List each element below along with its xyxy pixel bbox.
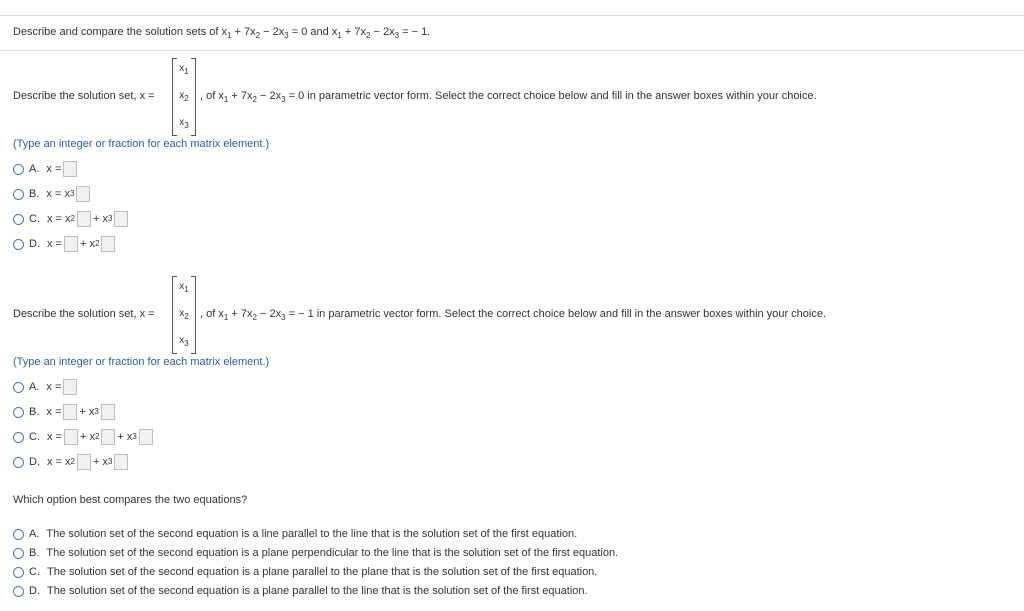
part2-choice-b[interactable]: B. x = + x 3 bbox=[13, 404, 117, 420]
radio-icon[interactable] bbox=[13, 567, 24, 578]
radio-icon[interactable] bbox=[13, 239, 24, 250]
answer-box[interactable] bbox=[64, 429, 78, 445]
matrix-x3: $x_3$ bbox=[179, 335, 189, 348]
part2-choice-c[interactable]: C. x = + x 2 + x 3 bbox=[13, 429, 155, 445]
radio-icon[interactable] bbox=[13, 164, 24, 175]
header-divider bbox=[0, 50, 1024, 51]
part1-choice-c[interactable]: C. x = x 2 + x 3 bbox=[13, 211, 130, 227]
radio-icon[interactable] bbox=[13, 189, 24, 200]
answer-box[interactable] bbox=[101, 429, 115, 445]
radio-icon[interactable] bbox=[13, 586, 24, 597]
part1-choice-d[interactable]: D. x = + x 2 bbox=[13, 236, 117, 252]
matrix-x3: $x_3$ bbox=[179, 117, 189, 130]
answer-box[interactable] bbox=[114, 454, 128, 470]
radio-icon[interactable] bbox=[13, 529, 24, 540]
compare-option-c[interactable]: C. The solution set of the second equation is a plane parallel to the plane that is the solution set of the first equation. bbox=[13, 564, 597, 580]
radio-icon[interactable] bbox=[13, 214, 24, 225]
answer-box[interactable] bbox=[64, 236, 78, 252]
compare-option-a[interactable]: A. The solution set of the second equation is a line parallel to the line that is the solution set of the first equation. bbox=[13, 526, 577, 542]
compare-question: Which option best compares the two equations? bbox=[13, 494, 248, 506]
answer-box[interactable] bbox=[101, 404, 115, 420]
part2-hint: (Type an integer or fraction for each matrix element.) bbox=[13, 356, 270, 368]
matrix-right-bracket bbox=[191, 276, 196, 354]
part2-choice-d[interactable]: D. x = x 2 + x 3 bbox=[13, 454, 130, 470]
part1-choice-b[interactable]: B. x = x 3 bbox=[13, 186, 92, 202]
part1-matrix bbox=[172, 58, 196, 134]
matrix-right-bracket bbox=[191, 58, 196, 136]
radio-icon[interactable] bbox=[13, 382, 24, 393]
answer-box[interactable] bbox=[77, 454, 91, 470]
answer-box[interactable] bbox=[139, 429, 153, 445]
question-text: Describe and compare the solution sets of $x_1 + 7x_2 - 2x_3 = 0$ and $x_1 + 7x_2 - 2x_3$ = − 1. bbox=[13, 26, 431, 40]
answer-box[interactable] bbox=[76, 186, 90, 202]
option-text: The solution set of the second equation is a line parallel to the line that is the solution set of the first equation. bbox=[46, 528, 578, 540]
answer-box[interactable] bbox=[63, 379, 77, 395]
answer-box[interactable] bbox=[63, 161, 77, 177]
radio-icon[interactable] bbox=[13, 548, 24, 559]
part2-choice-a[interactable]: A. x = bbox=[13, 379, 79, 395]
matrix-x1: $x_1$ bbox=[179, 63, 189, 76]
answer-box[interactable] bbox=[101, 236, 115, 252]
compare-option-d[interactable]: D. The solution set of the second equation is a plane parallel to the line that is the solution set of the first equation. bbox=[13, 583, 588, 599]
matrix-x1: $x_1$ bbox=[179, 281, 189, 294]
part1-lead: Describe the solution set, x = bbox=[13, 90, 155, 102]
radio-icon[interactable] bbox=[13, 407, 24, 418]
radio-icon[interactable] bbox=[13, 432, 24, 443]
matrix-x2: $x_2$ bbox=[179, 308, 189, 321]
option-text: The solution set of the second equation is a plane parallel to the plane that is the solution set of the first equation. bbox=[47, 566, 598, 578]
part1-tail: , of $x_1 + 7x_2 - 2x_3 = 0$ in parametric vector form. Select the correct choice below and fill in the answer boxes within your choice. bbox=[200, 90, 817, 104]
option-text: The solution set of the second equation is a plane perpendicular to the line that is the solution set of the first equation. bbox=[46, 547, 619, 559]
part2-tail: , of $x_1 + 7x_2 - 2x_3$ = − 1 in parametric vector form. Select the correct choice below and fill in the answer boxes within your choice. bbox=[200, 308, 827, 322]
part2-matrix bbox=[172, 276, 196, 352]
compare-option-b[interactable]: B. The solution set of the second equation is a plane perpendicular to the line that is the solution set of the first equation. bbox=[13, 545, 618, 561]
part1-choice-a[interactable]: A. x = bbox=[13, 161, 79, 177]
option-text: The solution set of the second equation is a plane parallel to the line that is the solution set of the first equation. bbox=[47, 585, 588, 597]
radio-icon[interactable] bbox=[13, 457, 24, 468]
top-divider bbox=[0, 15, 1024, 16]
answer-box[interactable] bbox=[77, 211, 91, 227]
matrix-x2: $x_2$ bbox=[179, 90, 189, 103]
part2-lead: Describe the solution set, x = bbox=[13, 308, 155, 320]
part1-hint: (Type an integer or fraction for each matrix element.) bbox=[13, 138, 270, 150]
answer-box[interactable] bbox=[63, 404, 77, 420]
answer-box[interactable] bbox=[114, 211, 128, 227]
